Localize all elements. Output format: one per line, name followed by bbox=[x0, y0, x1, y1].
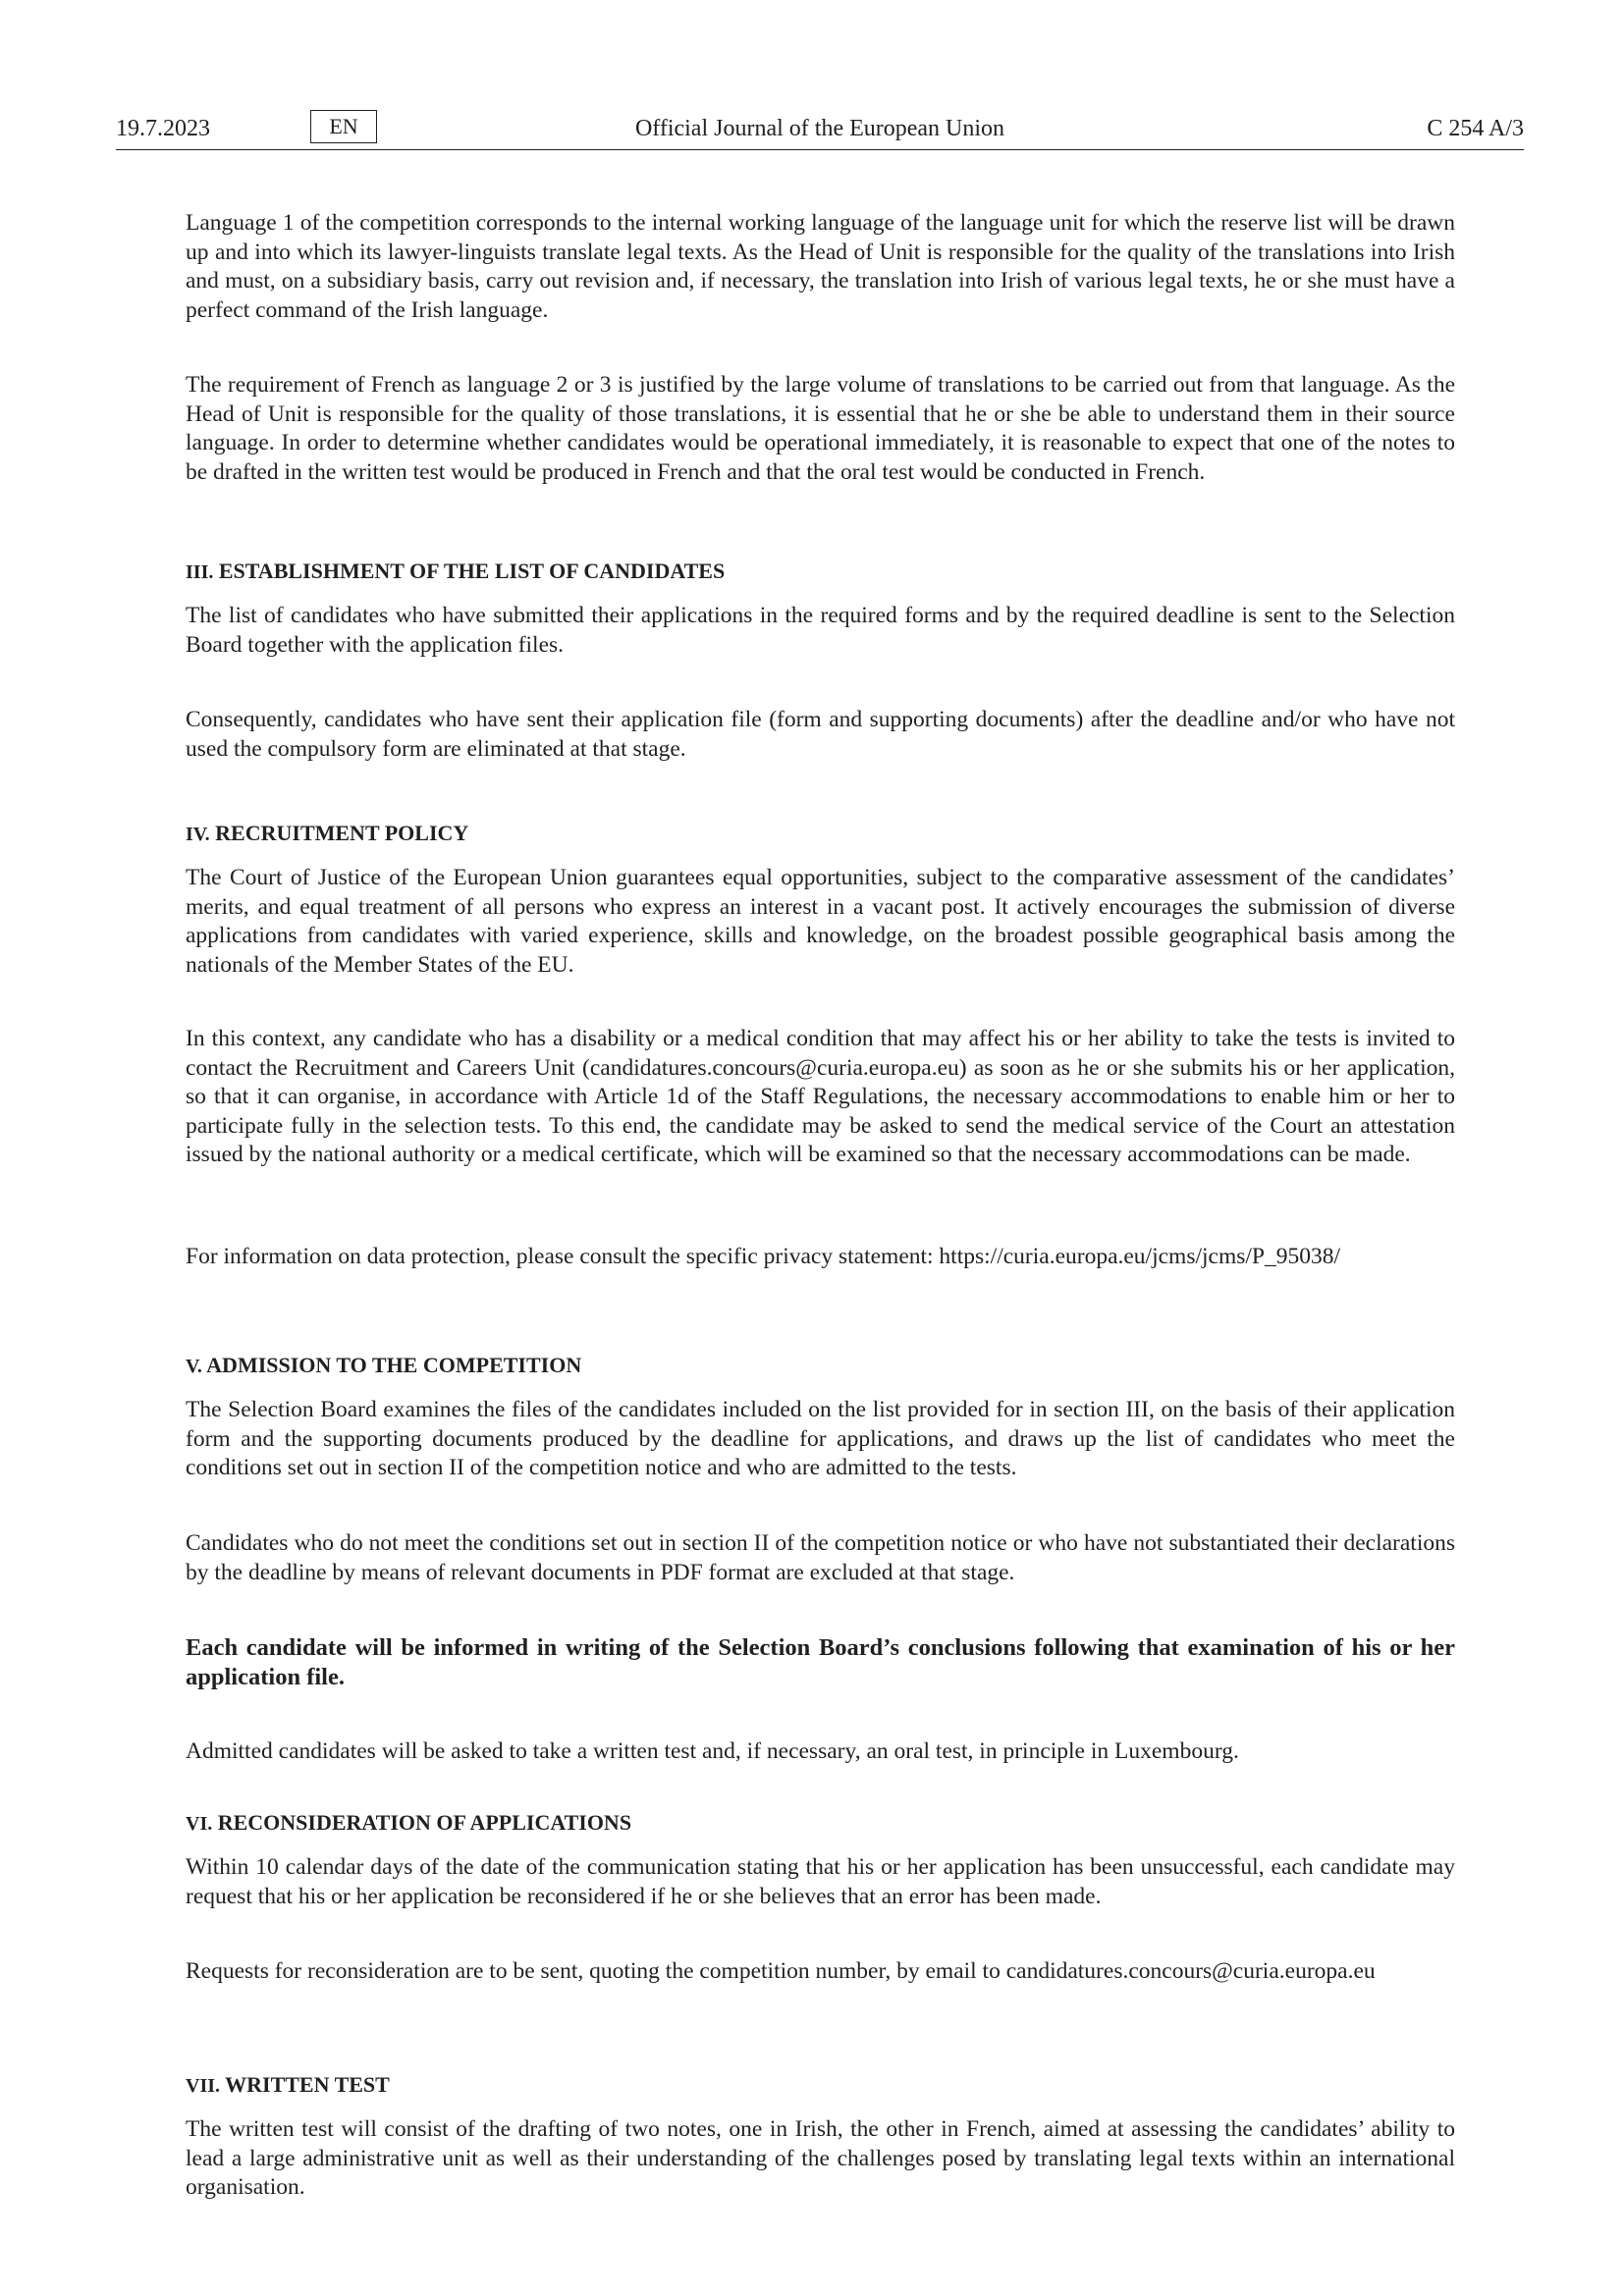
paragraph-list-of-candidates: The list of candidates who have submitted their applications in the required forms and by the required deadline is sent to the Selection Board together with the application files. bbox=[186, 603, 1455, 658]
page-header bbox=[116, 110, 1524, 150]
paragraph-reconsideration-deadline: Within 10 calendar days of the date of the communication stating that his or her application has been unsuccessful, each candidate may request that his or her application be reconsidered if he or she believes that an error has been made. bbox=[186, 1854, 1455, 1909]
section-heading-vi bbox=[186, 1809, 631, 1838]
section-number: V. bbox=[186, 1356, 202, 1377]
section-heading-iv bbox=[186, 820, 468, 848]
paragraph-written-test: The written test will consist of the drafting of two notes, one in Irish, the other in French, aimed at assessing the candidates’ ability to lead a large administrative unit as well as their understanding of the challenges posed by translating legal texts within an international organisation. bbox=[186, 2116, 1455, 2201]
paragraph-elimination: Consequently, candidates who have sent their application file (form and supporting documents) after the deadline and/or who have not used the compulsory form are eliminated at that stage. bbox=[186, 707, 1455, 762]
section-title: WRITTEN TEST bbox=[225, 2072, 390, 2097]
section-heading-v bbox=[186, 1352, 581, 1380]
paragraph-equal-opportunities: The Court of Justice of the European Union guarantees equal opportunities, subject to the comparative assessment of the candidates’ merits, and equal treatment of all persons who express an interest in a vacant post. It actively encourages the submission of diverse applications from candidates with varied experience, skills and knowledge, on the broadest possible geographical basis among the nationals of the Member States of the EU. bbox=[186, 865, 1455, 978]
language-code-box: EN bbox=[310, 110, 377, 143]
paragraph-reconsideration-email: Requests for reconsideration are to be sent, quoting the competition number, by email to candidatures.concours@curia.europa.eu bbox=[186, 1958, 1376, 1984]
paragraph-french-requirement: The requirement of French as language 2 or 3 is justified by the large volume of translations to be carried out from that language. As the Head of Unit is responsible for the quality of those translations, it is essential that he or she be able to understand them in their source language. In order to determine whether candidates would be operational immediately, it is reasonable to expect that one of the notes to be drafted in the written test would be produced in French and that the oral test would be conducted in French. bbox=[186, 372, 1455, 485]
paragraph-selection-board-examination: The Selection Board examines the files of the candidates included on the list provided for in section III, on the basis of their application form and the supporting documents produced by the deadline for applications, and draws up the list of candidates who meet the conditions set out in section II of the competition notice and who are admitted to the tests. bbox=[186, 1397, 1455, 1481]
section-number: IV. bbox=[186, 824, 210, 845]
paragraph-informed-in-writing: Each candidate will be informed in writing of the Selection Board’s conclusions following that examination of his or her application file. bbox=[186, 1634, 1455, 1690]
section-title: RECRUITMENT POLICY bbox=[215, 821, 469, 845]
section-title: ADMISSION TO THE COMPETITION bbox=[206, 1353, 582, 1377]
section-heading-vii bbox=[186, 2071, 390, 2100]
journal-title: Official Journal of the European Union bbox=[634, 116, 1005, 141]
paragraph-admitted-candidates: Admitted candidates will be asked to take a written test and, if necessary, an oral test, in principle in Luxembourg. bbox=[186, 1738, 1239, 1764]
section-number: VI. bbox=[186, 1813, 213, 1835]
section-title: RECONSIDERATION OF APPLICATIONS bbox=[217, 1810, 632, 1835]
page-reference: C 254 A/3 bbox=[1427, 116, 1524, 141]
section-number: III. bbox=[186, 561, 214, 583]
section-heading-iii bbox=[186, 558, 725, 586]
publication-date: 19.7.2023 bbox=[116, 116, 210, 141]
section-title: ESTABLISHMENT OF THE LIST OF CANDIDATES bbox=[218, 559, 726, 583]
paragraph-data-protection: For information on data protection, please consult the specific privacy statement: https://curia.europa.eu/jcms/jcms/P_95038/ bbox=[186, 1244, 1341, 1269]
paragraph-exclusion: Candidates who do not meet the conditions set out in section II of the competition notice or who have not substantiated their declarations by the deadline by means of relevant documents in PDF format are excluded at that stage. bbox=[186, 1530, 1455, 1585]
paragraph-disability-accommodations: In this context, any candidate who has a disability or a medical condition that may affect his or her ability to take the tests is invited to contact the Recruitment and Careers Unit (candidatures.concours@curia.europa.eu) as soon as he or she submits his or her application, so that it can organise, in accordance with Article 1d of the Staff Regulations, the necessary accommodations to enable him or her to participate fully in the selection tests. To this end, the candidate may be asked to send the medical service of the Court an attestation issued by the national authority or a medical certificate, which will be examined so that the necessary accommodations can be made. bbox=[186, 1026, 1455, 1168]
section-number: VII. bbox=[186, 2075, 221, 2097]
paragraph-language-1: Language 1 of the competition corresponds to the internal working language of the language unit for which the reserve list will be drawn up and into which its lawyer-linguists translate legal texts. As the Head of Unit is responsible for the quality of the translations into Irish and must, on a subsidiary basis, carry out revision and, if necessary, the translation into Irish of various legal texts, he or she must have a perfect command of the Irish language. bbox=[186, 210, 1455, 323]
